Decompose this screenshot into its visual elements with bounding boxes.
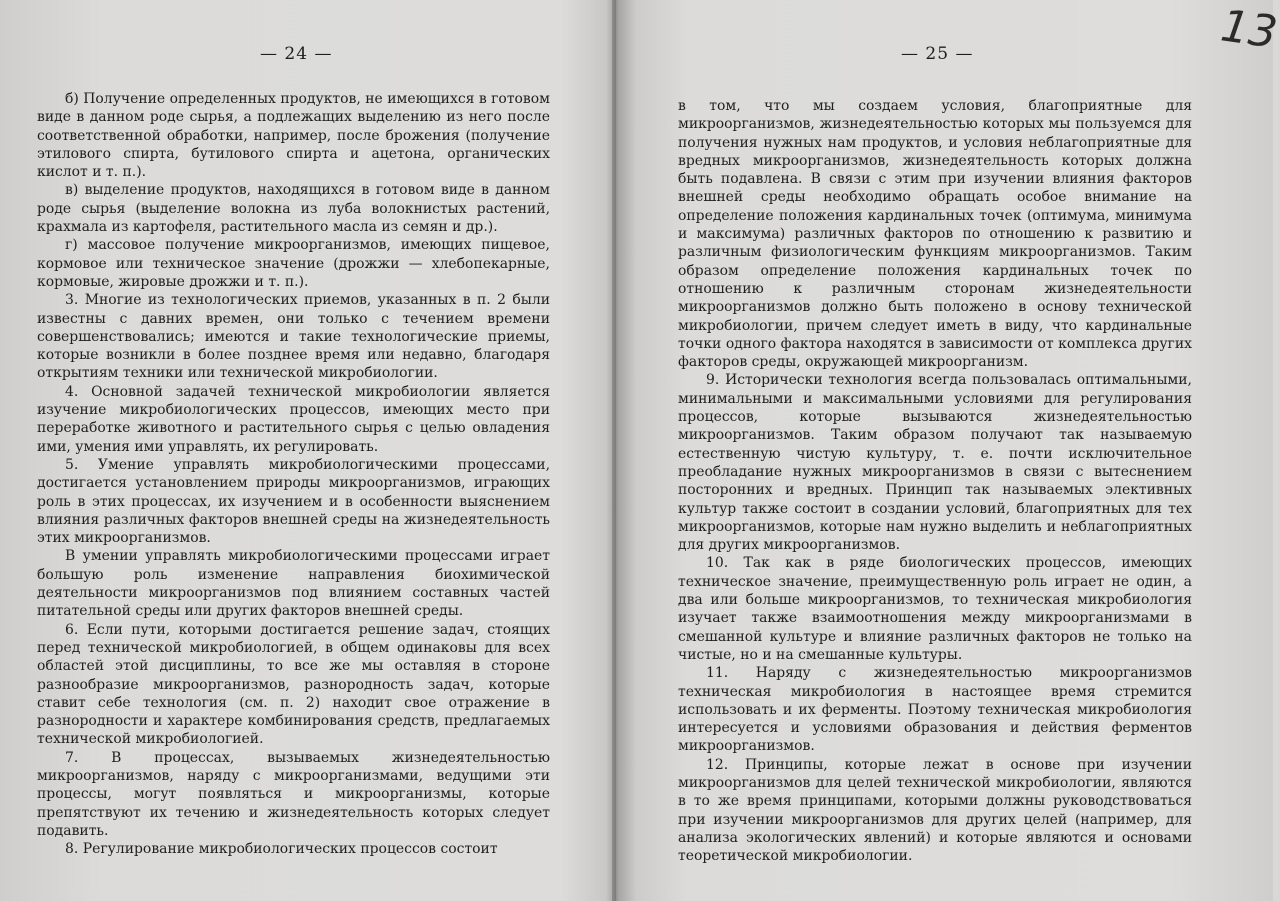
page-right-text [678,97,1192,865]
paragraph: 7. В процессах, вызываемых жизнедеятельностью микроорганизмов, наряду с микроорганизмами, ведущими эти процессы, могут появляться и микроорганизмы, которые препятствуют их течению и жизнедеятельность которых следует подавить. [37,749,550,839]
paragraph: 5. Умение управлять микробиологическими процессами, достигается установлением природы микроорганизмов, играющих роль в этих процессах, их изучением и в особенности выяснением влияния различных факторов внешней среды на жизнедеятельность этих микроорганизмов. [37,456,550,547]
paragraph: 6. Если пути, которыми достигается решение задач, стоящих перед технической микробиологией, в общем одинаковы для всех областей этой дисциплины, то все же мы оставляя в стороне разнообразие микроорганизмов, разнородность задач, которые ставит себе технология (см. п. 2) находит свое отражение в разнородности и характере комбинирования средств, предлагаемых технической микробиологией. [37,621,550,748]
paragraph: г) массовое получение микроорганизмов, имеющих пищевое, кормовое или техническое значение (дрожжи — хлебопекарные, кормовые, жировые дрожжи и т. п.). [37,237,550,290]
page-number-24: — 24 — [260,44,333,64]
paragraph: в том, что мы создаем условия, благоприятные для микроорганизмов, жизнедеятельностью которых мы пользуемся для получения нужных нам продуктов, и условия неблагоприятные для вредных микроорганизмов, жизнедеятельность которых должна быть подавлена. В связи с этим при изучении влияния факторов внешней среды необходимо обращать особое внимание на определение положения кардинальных точек (оптимума, минимума и максимума) различных факторов по отношению к развитию и различным физиологическим функциям микроорганизмов. Таким образом определение положения кардинальных точек по отношению к различным сторонам жизнедеятельности микроорганизмов должно быть положено в основу технической микробиологии, причем следует иметь в виду, что кардинальные точки одного фактора находятся в зависимости от комплекса других факторов среды, окружающей микроорганизм. [678,98,1192,371]
handwritten-folio-mark: 13 [1217,0,1280,59]
page-number-25: — 25 — [901,44,974,64]
page-left [0,0,612,901]
paragraph: б) Получение определенных продуктов, не имеющихся в готовом виде в данном роде сырья, а подлежащих выделению из него после соответственной обработки, например, после брожения (получение этилового спирта, бутилового спирта и ацетона, органических кислот и т. п.). [37,91,550,181]
paragraph: В умении управлять микробиологическими процессами играет большую роль изменение направления биохимической деятельности микроорганизмов под влиянием составных частей питательной среды или других факторов внешней среды. [37,548,550,620]
paragraph: 8. Регулирование микробиологических процессов состоит [65,841,498,858]
paragraph: 11. Наряду с жизнедеятельностью микроорганизмов техническая микробиология в настоящее время стремится использовать и их ферменты. Поэтому техническая микробиология интересуется и условиями образования и действия ферментов микроорганизмов. [678,665,1192,755]
page-right [616,0,1280,901]
paragraph: 4. Основной задачей технической микробиологии является изучение микробиологических процессов, имеющих место при переработке животного и растительного сырья с целью овладения ими, умения ими управлять, их регулировать. [37,383,550,455]
paragraph: 3. Многие из технологических приемов, указанных в п. 2 были известны с давних времен, они только с течением времени совершенствовались; имеются и такие технологические приемы, которые возникли в более позднее время или недавно, благодаря открытиям техники или технической микробиологии. [37,292,550,382]
paragraph: в) выделение продуктов, находящихся в готовом виде в данном роде сырья (выделение волокна из луба волокнистых растений, крахмала из картофеля, растительного масла из семян и др.). [37,182,550,236]
page-left-text [37,90,550,858]
paragraph: 9. Исторически технология всегда пользовалась оптимальными, минимальными и максимальными условиями для регулирования процессов, которые вызываются жизнедеятельностью микроорганизмов. Таким образом получают так называемую естественную чистую культуру, т. е. почти исключительное преобладание нужных микроорганизмов в связи с вытеснением посторонних и вредных. Принцип так называемых элективных культур также состоит в создании условий, благоприятных для тех микроорганизмов, которые нам нужно выделить и неблагоприятных для других микроорганизмов. [678,372,1192,554]
paragraph: 10. Так как в ряде биологических процессов, имеющих техническое значение, преимущественную роль играет не один, а два или больше микроорганизмов, то техническая микробиология изучает также взаимоотношения между микроорганизмами в смешанной культуре и влияние различных факторов не только на чистые, но и на смешанные культуры. [678,555,1192,663]
paragraph: 12. Принципы, которые лежат в основе при изучении микроорганизмов для целей технической микробиологии, являются в то же время принципами, которыми должны руководствоваться при изучении микроорганизмов для других целей (например, для анализа экологических явлений) и которые являются и основами теоретической микробиологии. [678,756,1192,865]
